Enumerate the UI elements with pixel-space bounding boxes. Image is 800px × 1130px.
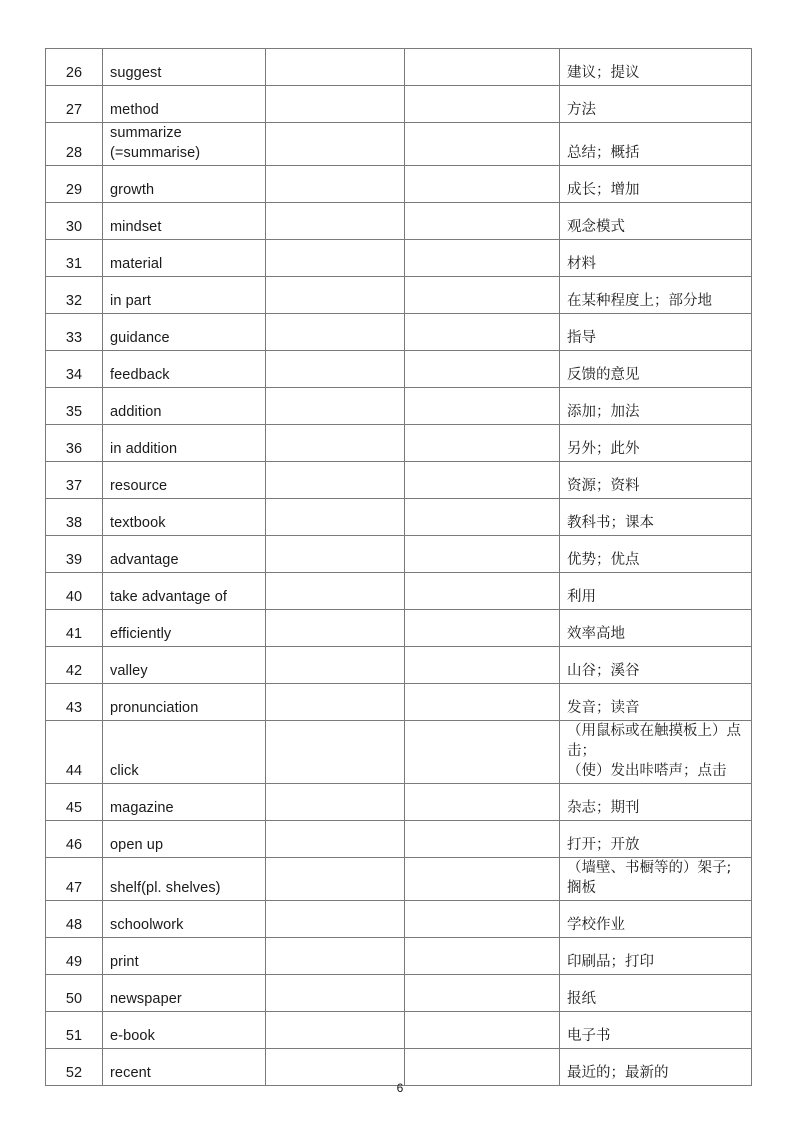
english-word: take advantage of (103, 573, 266, 610)
table-row (46, 821, 752, 858)
row-number: 32 (46, 277, 103, 314)
english-word: schoolwork (103, 901, 266, 938)
table-row (46, 86, 752, 123)
row-number: 37 (46, 462, 103, 499)
english-word: growth (103, 166, 266, 203)
english-word: newspaper (103, 975, 266, 1012)
blank-cell (405, 938, 560, 975)
row-number: 31 (46, 240, 103, 277)
table-row (46, 314, 752, 351)
english-word: in addition (103, 425, 266, 462)
english-word: in part (103, 277, 266, 314)
chinese-meaning: 资源；资料 (560, 462, 752, 499)
english-word: open up (103, 821, 266, 858)
row-number: 47 (46, 858, 103, 901)
chinese-meaning: 成长；增加 (560, 166, 752, 203)
blank-cell (405, 351, 560, 388)
blank-cell (405, 684, 560, 721)
row-number: 52 (46, 1049, 103, 1086)
row-number: 34 (46, 351, 103, 388)
blank-cell (266, 1012, 405, 1049)
row-number: 42 (46, 647, 103, 684)
row-number: 28 (46, 123, 103, 166)
english-word: addition (103, 388, 266, 425)
blank-cell (266, 647, 405, 684)
english-word: material (103, 240, 266, 277)
blank-cell (405, 1012, 560, 1049)
blank-cell (266, 240, 405, 277)
blank-cell (405, 610, 560, 647)
row-number: 49 (46, 938, 103, 975)
blank-cell (266, 938, 405, 975)
english-word: click (103, 721, 266, 784)
blank-cell (266, 975, 405, 1012)
chinese-meaning: 总结；概括 (560, 123, 752, 166)
blank-cell (405, 86, 560, 123)
blank-cell (266, 166, 405, 203)
table-row (46, 573, 752, 610)
english-word: guidance (103, 314, 266, 351)
blank-cell (405, 901, 560, 938)
chinese-meaning: 添加；加法 (560, 388, 752, 425)
table-row (46, 684, 752, 721)
table-row (46, 610, 752, 647)
blank-cell (266, 314, 405, 351)
table-row (46, 351, 752, 388)
blank-cell (266, 277, 405, 314)
chinese-meaning: 电子书 (560, 1012, 752, 1049)
english-word: print (103, 938, 266, 975)
blank-cell (266, 86, 405, 123)
row-number: 27 (46, 86, 103, 123)
row-number: 38 (46, 499, 103, 536)
chinese-meaning: 优势；优点 (560, 536, 752, 573)
table-row (46, 388, 752, 425)
chinese-meaning: 指导 (560, 314, 752, 351)
table-row (46, 49, 752, 86)
blank-cell (405, 203, 560, 240)
table-row (46, 123, 752, 166)
blank-cell (405, 721, 560, 784)
row-number: 41 (46, 610, 103, 647)
blank-cell (405, 1049, 560, 1086)
english-word: e-book (103, 1012, 266, 1049)
chinese-meaning: 山谷；溪谷 (560, 647, 752, 684)
chinese-meaning: （用鼠标或在触摸板上）点击； （使）发出咔嗒声；点击 (560, 721, 752, 784)
page-number: 6 (396, 1081, 404, 1095)
row-number: 30 (46, 203, 103, 240)
row-number: 48 (46, 901, 103, 938)
blank-cell (266, 573, 405, 610)
chinese-meaning: （墙壁、书橱等的）架子;搁板 (560, 858, 752, 901)
blank-cell (266, 684, 405, 721)
vocabulary-table (45, 48, 752, 1086)
table-row (46, 462, 752, 499)
vocabulary-table-body (46, 49, 752, 1086)
chinese-meaning: 最近的；最新的 (560, 1049, 752, 1086)
chinese-meaning: 效率高地 (560, 610, 752, 647)
blank-cell (405, 425, 560, 462)
table-row (46, 536, 752, 573)
english-word: mindset (103, 203, 266, 240)
row-number: 43 (46, 684, 103, 721)
english-word: suggest (103, 49, 266, 86)
row-number: 51 (46, 1012, 103, 1049)
row-number: 46 (46, 821, 103, 858)
english-word: method (103, 86, 266, 123)
row-number: 45 (46, 784, 103, 821)
english-word: magazine (103, 784, 266, 821)
row-number: 40 (46, 573, 103, 610)
table-row (46, 425, 752, 462)
english-word: valley (103, 647, 266, 684)
chinese-meaning: 反馈的意见 (560, 351, 752, 388)
row-number: 36 (46, 425, 103, 462)
table-row (46, 166, 752, 203)
blank-cell (405, 388, 560, 425)
chinese-meaning: 打开；开放 (560, 821, 752, 858)
table-row (46, 277, 752, 314)
table-row (46, 975, 752, 1012)
chinese-meaning: 学校作业 (560, 901, 752, 938)
blank-cell (266, 858, 405, 901)
blank-cell (405, 166, 560, 203)
english-word: pronunciation (103, 684, 266, 721)
row-number: 33 (46, 314, 103, 351)
chinese-meaning: 利用 (560, 573, 752, 610)
table-row (46, 203, 752, 240)
blank-cell (405, 240, 560, 277)
blank-cell (266, 203, 405, 240)
blank-cell (405, 536, 560, 573)
blank-cell (405, 821, 560, 858)
english-word: efficiently (103, 610, 266, 647)
blank-cell (266, 123, 405, 166)
blank-cell (266, 721, 405, 784)
english-word: summarize (=summarise) (103, 123, 266, 166)
blank-cell (405, 784, 560, 821)
english-word: recent (103, 1049, 266, 1086)
blank-cell (405, 975, 560, 1012)
chinese-meaning: 建议；提议 (560, 49, 752, 86)
chinese-meaning: 方法 (560, 86, 752, 123)
blank-cell (405, 499, 560, 536)
table-row (46, 784, 752, 821)
blank-cell (405, 49, 560, 86)
table-row (46, 240, 752, 277)
blank-cell (266, 388, 405, 425)
blank-cell (405, 462, 560, 499)
blank-cell (405, 858, 560, 901)
blank-cell (405, 573, 560, 610)
english-word: feedback (103, 351, 266, 388)
chinese-meaning: 教科书；课本 (560, 499, 752, 536)
blank-cell (266, 462, 405, 499)
blank-cell (266, 901, 405, 938)
blank-cell (266, 351, 405, 388)
row-number: 26 (46, 49, 103, 86)
blank-cell (266, 425, 405, 462)
blank-cell (405, 123, 560, 166)
chinese-meaning: 材料 (560, 240, 752, 277)
blank-cell (266, 784, 405, 821)
chinese-meaning: 杂志；期刊 (560, 784, 752, 821)
english-word: textbook (103, 499, 266, 536)
blank-cell (266, 49, 405, 86)
table-row (46, 1012, 752, 1049)
chinese-meaning: 观念模式 (560, 203, 752, 240)
table-row (46, 901, 752, 938)
blank-cell (266, 1049, 405, 1086)
row-number: 39 (46, 536, 103, 573)
english-word: shelf(pl. shelves) (103, 858, 266, 901)
chinese-meaning: 发音；读音 (560, 684, 752, 721)
blank-cell (266, 536, 405, 573)
blank-cell (266, 499, 405, 536)
table-row (46, 858, 752, 901)
chinese-meaning: 报纸 (560, 975, 752, 1012)
table-row (46, 938, 752, 975)
blank-cell (266, 610, 405, 647)
blank-cell (405, 277, 560, 314)
row-number: 29 (46, 166, 103, 203)
chinese-meaning: 印刷品；打印 (560, 938, 752, 975)
blank-cell (405, 647, 560, 684)
table-row (46, 1049, 752, 1086)
english-word: advantage (103, 536, 266, 573)
table-row (46, 499, 752, 536)
chinese-meaning: 在某种程度上；部分地 (560, 277, 752, 314)
blank-cell (405, 314, 560, 351)
row-number: 35 (46, 388, 103, 425)
table-row (46, 721, 752, 784)
blank-cell (266, 821, 405, 858)
english-word: resource (103, 462, 266, 499)
row-number: 50 (46, 975, 103, 1012)
row-number: 44 (46, 721, 103, 784)
table-row (46, 647, 752, 684)
chinese-meaning: 另外；此外 (560, 425, 752, 462)
